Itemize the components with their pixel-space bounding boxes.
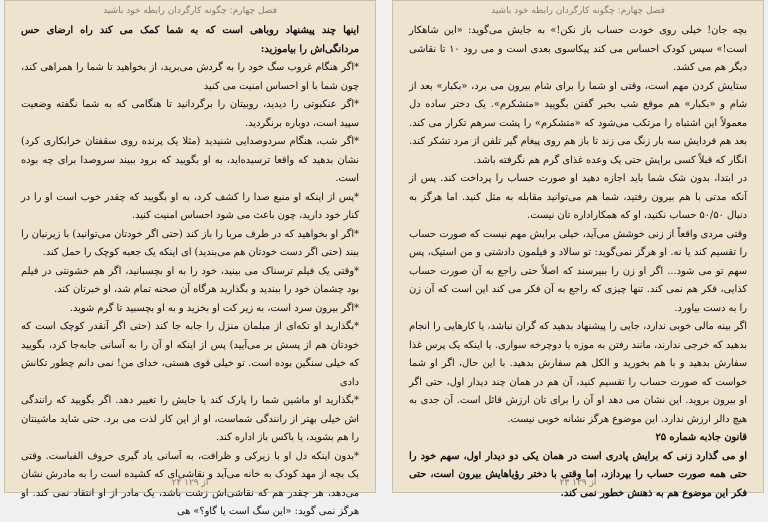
paragraph: *اگر عنکبوتی را دیدید، روبیتان را برگردانید تا هنگامی که به شما نگفته وضعیت سپید است، دوباره برنگردید.	[21, 99, 359, 129]
paragraph: *بگذارید او تکه‌ای از مبلمان منزل را جابه جا کند (حتی اگر آنقدر کوچک است که خودتان هم از پسش بر می‌آیید) پس از اینکه او آن را به آسانی جابه‌جا کرد، بگویید که خیلی سنگین بوده است. تو خیلی قوی هستی، خدای من! نمی دانم چطور تکانش دادی	[21, 321, 359, 388]
paragraph: *بدون اینکه دل او با زیرکی و ظرافت، به آسانی یاد گیری حروف الفباست. وقتی یک بچه از مهد کودک به خانه می‌آید و نقاشی‌ای که کشیده است را به مادرش نشان می‌دهد، هر چقدر هم که نقاشی‌اش زشت باشد، یک مادر از او انتقاد نمی کند. او هرگز نمی گوید: «این سگ است یا گاو؟» هی	[21, 450, 359, 517]
paragraph: اینها چند پیشنهاد روباهی است که به شما کمک می کند راه ارضای حس مردانگی‌اش را بیاموزید:	[21, 25, 359, 55]
paragraph: در ابتدا، بدون شک شما باید اجازه دهید او صورت حساب را پرداخت کند. پس از آنکه مدتی با هم بیرون رفتید، شما هم می‌توانید مقابله به مثل کنید. اما هرگز به دنبال ۵۰/۵۰ حساب نکنید، او که همکاراداره تان نیست.	[409, 173, 747, 221]
running-header: فصل چهارم: چگونه کارگردان رابطه خود باشید	[491, 6, 665, 16]
running-header: فصل چهارم: چگونه کارگردان رابطه خود باشید	[103, 6, 277, 16]
page-number: ۲۳ از ۱۲۹	[559, 478, 597, 488]
paragraph: *اگر بیرون سرد است، به زیر کت او بخزید و به او بچسبید تا گرم شوید.	[69, 302, 359, 314]
paragraph: اگر بینه مالی خوبی ندارد، جایی را پیشنهاد بدهید که گران نباشد، یا کارهایی را انجام بدهید که خرجی ندارند، مانند رفتن به موزه یا دوچرخه سواری. یا اینکه یک پرس غذا سفارش بدهید و با هم بخورید و الکل هم سفارش بدهید. با این حال، اگر او شما خواست که صورت حساب را تقسیم کنید، آن هم در همان چند دیدار اول، حتی اگر او بیرون بروید. این نشان می دهد او آن را برای تان ارزش قائل است. آن جدی به هیچ دالر ارزش ندارد. این موضوع هرگز نشانه خوبی نیست.	[409, 321, 747, 425]
paragraph: وقتی مردی واقعاً از زنی خوشش می‌آید، خیلی برایش مهم نیست که صورت حساب را تقسیم کند یا نه. او هرگز نمی‌گوید: تو سالاد و فیلمون دادشتی و من استیک، پس سهم تو می شود... اگر او زن را ببیرسند که اصلاً حتی راجع به آن صورت حساب کذایی، فکر هم نمی کند. تنها چیزی که راجع به آن فکر می کند این است که آن زن را به دست بیاورد.	[409, 228, 747, 314]
paragraph: *اگر او بخواهید که در طرف مربا را باز کند (حتی اگر خودتان می‌توانید) با زیرنیان را ببند (حتی اگر دست خودتان هم می‌بندید) ای اینکه یک جعبه کوچک را حمل کند.	[21, 228, 359, 258]
paragraph: بچه جان! خیلی روی خودت حساب باز نکن!» به جایش می‌گوید: «این شاهکار است!» سپس کودک احساس می کند پیکاسوی بعدی است و می رود ۱۰ تا نقاشی دیگر هم می کشد.	[409, 25, 747, 73]
paragraph: *پس از اینکه او منبع صدا را کشف کرد، به او بگویید که چقدر خوب است او را در کنار خود دارید، چون باعث می شود احساس امنیت کنید.	[21, 191, 359, 221]
paragraph: *اگر شب، هنگام سردوصدایی شنیدید (مثلا یک پرنده روی سقفتان خرابکاری کرد) نشان بدهید که واقعا ترسیده‌اید، به او بگویید که برود ببیند سروصدا برای چه بوده است.	[21, 136, 359, 184]
page-number: ۲۴ از ۱۲۹	[171, 478, 209, 488]
paragraph: او می گذارد زنی که برایش پادری است در همان یکی دو دیدار اول، سهم خود را حتی همه صورت حساب را بپردازد، اما وقتی با دختر رؤیاهایش بیرون است، حتی فکر این موضوع هم به ذهنش خطور نمی کند.	[409, 450, 747, 499]
right-page	[392, 0, 764, 499]
paragraph: ستایش کردن مهم است، وقتی او شما را برای شام بیرون می برد، «بکبار» بعد از شام و «بکبار» هم موقع شب بخیر گفتن بگویید «متشکرم». یک دختر ساده دل معمولاً این اشتباه را مرتکب می‌شود که «متشکرم» را پشت سرهم تکرار می کند. بعد هم فردایش سه بار زنگ می زند تا باز هم روی پیغام گیر تلفن از مرد تشکر کند. انگار که قبلاً کسی برایش حتی یک وعده غذای گرم هم نگرفته باشد.	[409, 80, 747, 166]
paragraph: *اگر هنگام غروب سگ خود را به گردش می‌برید، از بخواهید تا شما را همراهی کند، چون شما با او احساس امنیت می کنید	[21, 62, 359, 92]
left-page	[4, 0, 376, 517]
paragraph: *بگذارید او ماشین شما را پارک کند یا جایش را تغییر دهد. اگر بگویید که رانندگی اش خیلی بهتر از رانندگی شماست، او از این کار لذت می برد. حتی شاید ماشینتان را هم بشوید، یا باکس باز اداره کند.	[21, 395, 359, 443]
paragraph: *وقتی یک فیلم ترسناک می بینید، خود را به او بچسبانید، اگر هم خشونتی در فیلم بود چشمان خود را ببندید و بگذارید هرگاه آن صحنه تمام شد، او خبرتان کند.	[21, 265, 359, 295]
section-heading: قانون جاذبه شماره ۲۵	[655, 432, 747, 443]
